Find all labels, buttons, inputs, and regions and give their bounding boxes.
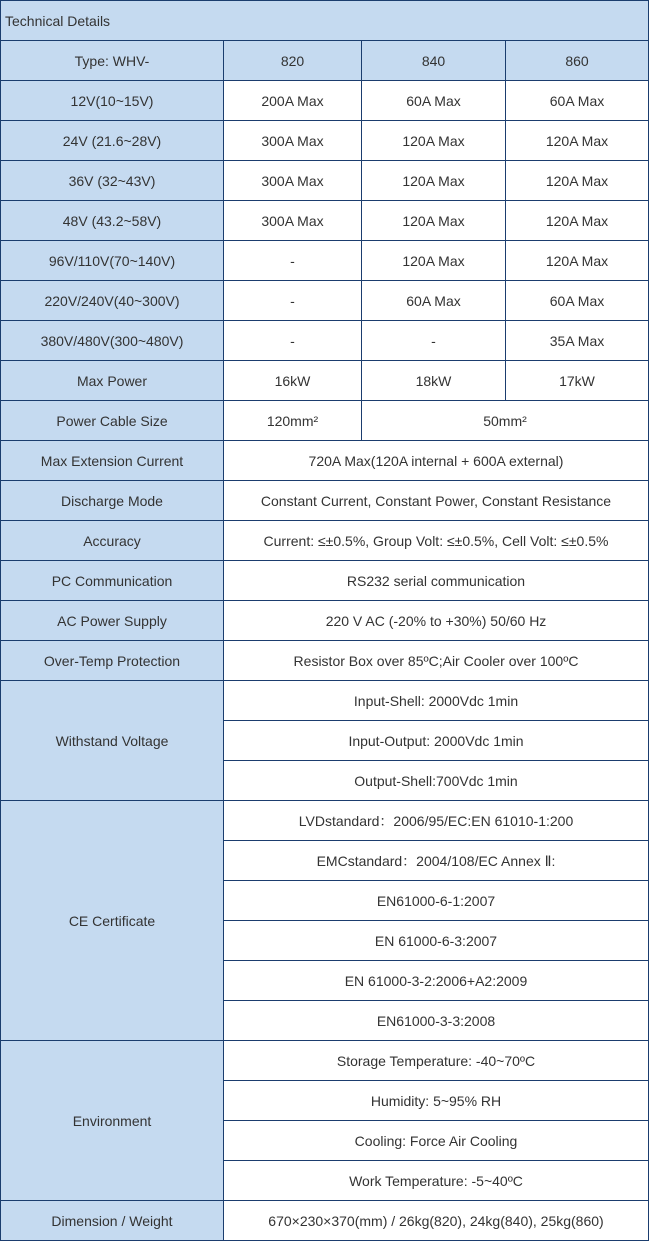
table-row bbox=[1, 161, 649, 201]
table-title: Technical Details bbox=[1, 1, 649, 41]
spec-label: AC Power Supply bbox=[1, 601, 224, 641]
max-power-label: Max Power bbox=[1, 361, 224, 401]
model-860: 860 bbox=[506, 41, 649, 81]
current-value: 120A Max bbox=[506, 201, 649, 241]
power-cable-row bbox=[1, 401, 649, 441]
dimension-value: 670×230×370(mm) / 26kg(820), 24kg(840), 25kg(860) bbox=[224, 1201, 649, 1241]
spec-value: Current: ≤±0.5%, Group Volt: ≤±0.5%, Cell Volt: ≤±0.5% bbox=[224, 521, 649, 561]
environment-value: Humidity: 5~95% RH bbox=[224, 1081, 649, 1121]
spec-row bbox=[1, 641, 649, 681]
withstand-value: Input-Shell: 2000Vdc 1min bbox=[224, 681, 649, 721]
table-title-row bbox=[1, 1, 649, 41]
environment-value: Storage Temperature: -40~70ºC bbox=[224, 1041, 649, 1081]
spec-value: RS232 serial communication bbox=[224, 561, 649, 601]
ce-label: CE Certificate bbox=[1, 801, 224, 1041]
spec-label: Discharge Mode bbox=[1, 481, 224, 521]
current-value: 60A Max bbox=[506, 281, 649, 321]
current-value: 60A Max bbox=[362, 281, 506, 321]
withstand-label: Withstand Voltage bbox=[1, 681, 224, 801]
withstand-value: Input-Output: 2000Vdc 1min bbox=[224, 721, 649, 761]
spec-label: Over-Temp Protection bbox=[1, 641, 224, 681]
current-value: 120A Max bbox=[362, 241, 506, 281]
ce-row bbox=[1, 801, 649, 841]
table-row bbox=[1, 201, 649, 241]
max-power-840: 18kW bbox=[362, 361, 506, 401]
current-value: 60A Max bbox=[362, 81, 506, 121]
voltage-label: 12V(10~15V) bbox=[1, 81, 224, 121]
spec-row bbox=[1, 601, 649, 641]
model-820: 820 bbox=[224, 41, 362, 81]
spec-value: 720A Max(120A internal + 600A external) bbox=[224, 441, 649, 481]
spec-value: Constant Current, Constant Power, Constant Resistance bbox=[224, 481, 649, 521]
current-value: 60A Max bbox=[506, 81, 649, 121]
current-value: - bbox=[224, 281, 362, 321]
power-cable-label: Power Cable Size bbox=[1, 401, 224, 441]
max-power-860: 17kW bbox=[506, 361, 649, 401]
model-header-row bbox=[1, 41, 649, 81]
ce-value: EN 61000-3-2:2006+A2:2009 bbox=[224, 961, 649, 1001]
spec-row bbox=[1, 441, 649, 481]
max-power-820: 16kW bbox=[224, 361, 362, 401]
current-value: 120A Max bbox=[362, 121, 506, 161]
ce-value: EN 61000-6-3:2007 bbox=[224, 921, 649, 961]
current-value: 300A Max bbox=[224, 161, 362, 201]
table-row bbox=[1, 241, 649, 281]
current-value: 300A Max bbox=[224, 121, 362, 161]
voltage-label: 220V/240V(40~300V) bbox=[1, 281, 224, 321]
withstand-row bbox=[1, 681, 649, 721]
spec-label: Max Extension Current bbox=[1, 441, 224, 481]
current-value: 120A Max bbox=[506, 241, 649, 281]
current-value: 300A Max bbox=[224, 201, 362, 241]
ce-value: EMCstandard：2004/108/EC Annex Ⅱ: bbox=[224, 841, 649, 881]
power-cable-820: 120mm² bbox=[224, 401, 362, 441]
ce-value: EN61000-6-1:2007 bbox=[224, 881, 649, 921]
environment-value: Cooling: Force Air Cooling bbox=[224, 1121, 649, 1161]
spec-row bbox=[1, 561, 649, 601]
dimension-label: Dimension / Weight bbox=[1, 1201, 224, 1241]
model-840: 840 bbox=[362, 41, 506, 81]
spec-label: PC Communication bbox=[1, 561, 224, 601]
voltage-label: 380V/480V(300~480V) bbox=[1, 321, 224, 361]
table-row bbox=[1, 121, 649, 161]
voltage-label: 48V (43.2~58V) bbox=[1, 201, 224, 241]
max-power-row bbox=[1, 361, 649, 401]
spec-value: 220 V AC (-20% to +30%) 50/60 Hz bbox=[224, 601, 649, 641]
voltage-label: 96V/110V(70~140V) bbox=[1, 241, 224, 281]
current-value: - bbox=[362, 321, 506, 361]
dimension-row bbox=[1, 1201, 649, 1241]
voltage-label: 36V (32~43V) bbox=[1, 161, 224, 201]
environment-value: Work Temperature: -5~40ºC bbox=[224, 1161, 649, 1201]
environment-label: Environment bbox=[1, 1041, 224, 1201]
table-row bbox=[1, 81, 649, 121]
table-row bbox=[1, 321, 649, 361]
current-value: 35A Max bbox=[506, 321, 649, 361]
current-value: 200A Max bbox=[224, 81, 362, 121]
spec-row bbox=[1, 481, 649, 521]
ce-value: EN61000-3-3:2008 bbox=[224, 1001, 649, 1041]
current-value: - bbox=[224, 321, 362, 361]
environment-row bbox=[1, 1041, 649, 1081]
ce-value: LVDstandard：2006/95/EC:EN 61010-1:200 bbox=[224, 801, 649, 841]
current-value: 120A Max bbox=[506, 161, 649, 201]
spec-row bbox=[1, 521, 649, 561]
current-value: - bbox=[224, 241, 362, 281]
current-value: 120A Max bbox=[362, 161, 506, 201]
voltage-label: 24V (21.6~28V) bbox=[1, 121, 224, 161]
spec-label: Accuracy bbox=[1, 521, 224, 561]
type-label: Type: WHV- bbox=[1, 41, 224, 81]
withstand-value: Output-Shell:700Vdc 1min bbox=[224, 761, 649, 801]
current-value: 120A Max bbox=[362, 201, 506, 241]
current-value: 120A Max bbox=[506, 121, 649, 161]
table-row bbox=[1, 281, 649, 321]
power-cable-840-860: 50mm² bbox=[362, 401, 649, 441]
spec-value: Resistor Box over 85ºC;Air Cooler over 100ºC bbox=[224, 641, 649, 681]
